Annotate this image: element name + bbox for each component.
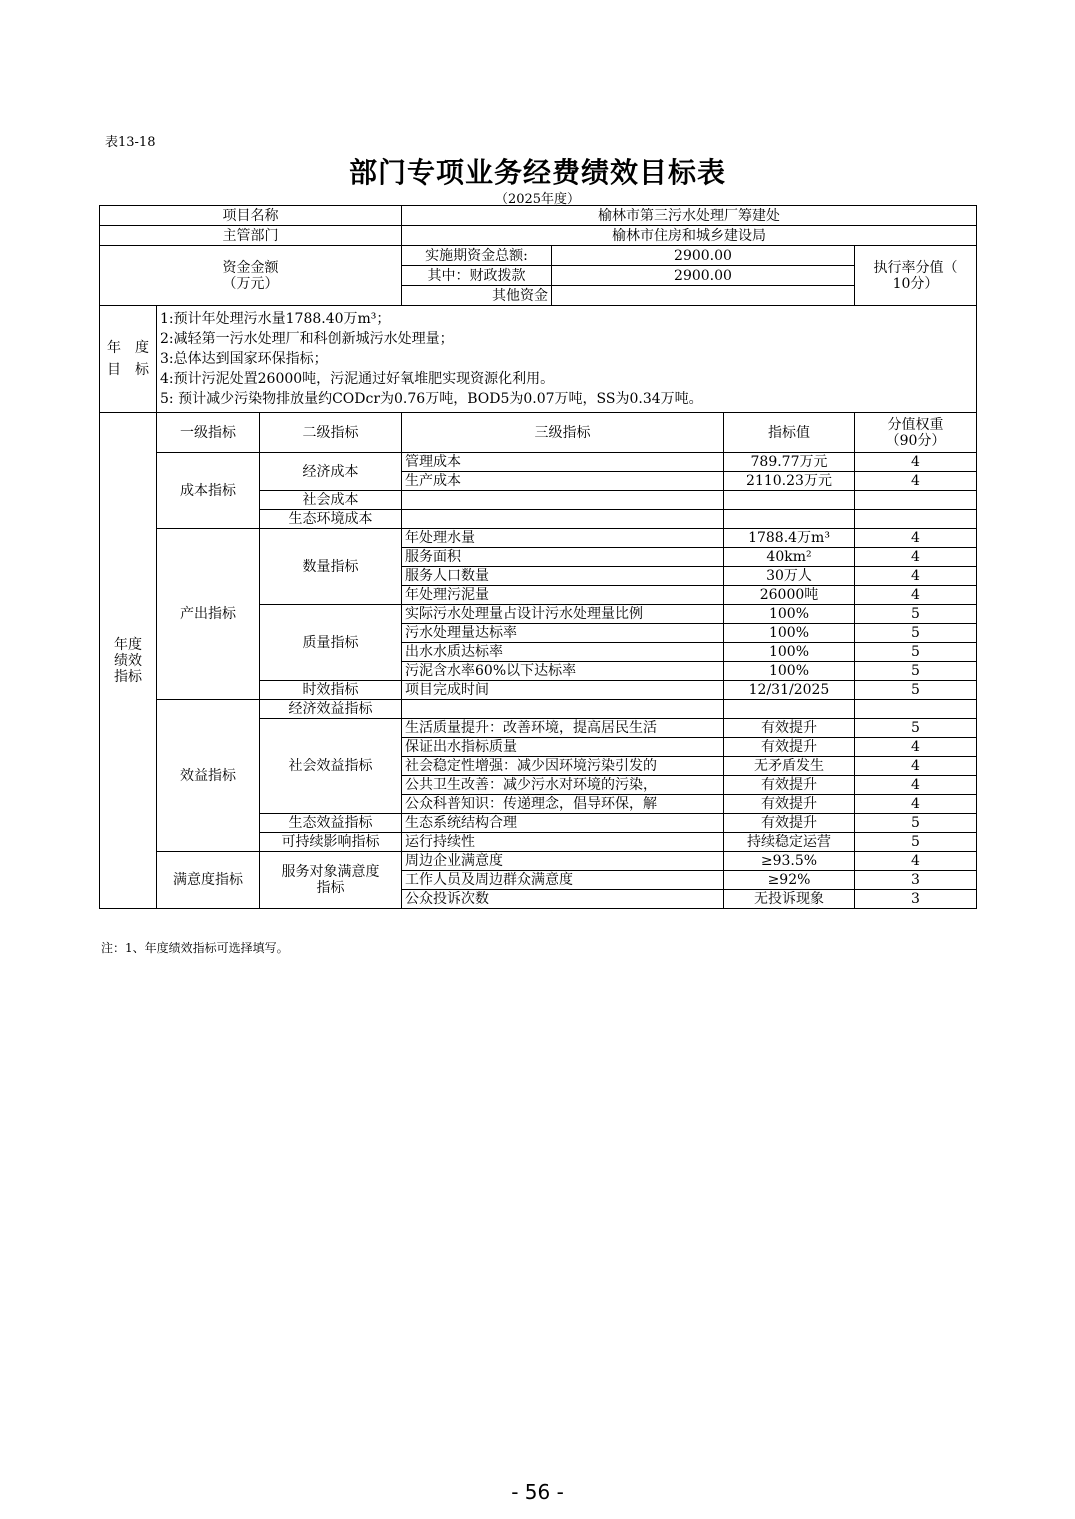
l2-economic-benefit: 经济效益指标	[260, 700, 402, 719]
goal-line: 1:预计年处理污水量1788.40万m³；	[160, 311, 391, 327]
page-number: - 56 -	[511, 1480, 564, 1504]
annual-performance-indicators-label: 年度 绩效 指标	[100, 413, 157, 909]
empty-cell	[855, 491, 977, 510]
table-row: 年处理水量	[402, 529, 724, 548]
empty-cell	[402, 700, 724, 719]
indicator-weight: 5	[855, 662, 977, 681]
indicator-weight: 3	[855, 890, 977, 909]
indicator-value: 26000吨	[724, 586, 855, 605]
page-title: 部门专项业务经费绩效目标表	[348, 156, 726, 189]
indicator-weight: 4	[855, 757, 977, 776]
funds-total-value: 2900.00	[552, 246, 855, 266]
table-row: 工作人员及周边群众满意度	[402, 871, 724, 890]
indicator-value: 1788.4万m³	[724, 529, 855, 548]
goal-line: 4:预计污泥处置26000吨，污泥通过好氧堆肥实现资源化利用。	[160, 371, 555, 387]
table-row: 管理成本	[402, 453, 724, 472]
table-row: 生活质量提升：改善环境，提高居民生活	[402, 719, 724, 738]
funds-other-label: 其他资金	[402, 286, 552, 306]
table-code: 表13-18	[105, 135, 156, 150]
indicator-weight: 4	[855, 529, 977, 548]
table-row: 运行持续性	[402, 833, 724, 852]
table-row: 污泥含水率60%以下达标率	[402, 662, 724, 681]
empty-cell	[724, 700, 855, 719]
project-name-value: 榆林市第三污水处理厂筹建处	[402, 206, 977, 226]
table-row: 生产成本	[402, 472, 724, 491]
indicator-value: 12/31/2025	[724, 681, 855, 700]
annual-goal-content	[157, 306, 977, 413]
indicator-value: 100%	[724, 643, 855, 662]
goal-line: 5: 预计减少污染物排放量约CODcr为0.76万吨，BOD5为0.07万吨，SS为0.34万吨。	[160, 391, 703, 407]
indicator-weight: 4	[855, 567, 977, 586]
l2-sustainable: 可持续影响指标	[260, 833, 402, 852]
indicator-value: 40km²	[724, 548, 855, 567]
indicator-weight: 4	[855, 548, 977, 567]
l2-quality: 质量指标	[260, 605, 402, 681]
l1-satisfaction: 满意度指标	[157, 852, 260, 909]
header-level1: 一级指标	[157, 413, 260, 453]
indicator-weight: 4	[855, 852, 977, 871]
l1-cost: 成本指标	[157, 453, 260, 529]
indicator-value: 有效提升	[724, 738, 855, 757]
l1-output: 产出指标	[157, 529, 260, 700]
header-weight: 分值权重 （90分）	[855, 413, 977, 453]
performance-target-table	[99, 205, 977, 909]
table-row: 生态系统结构合理	[402, 814, 724, 833]
indicator-weight: 4	[855, 776, 977, 795]
goal-line: 2:减轻第一污水处理厂和科创新城污水处理量；	[160, 331, 454, 347]
indicator-weight: 4	[855, 453, 977, 472]
table-row: 年处理污泥量	[402, 586, 724, 605]
indicator-weight: 5	[855, 814, 977, 833]
indicator-weight: 5	[855, 681, 977, 700]
footnote: 注：1、年度绩效指标可选择填写。	[101, 941, 289, 955]
funds-other-value	[552, 286, 855, 306]
l2-eco-cost: 生态环境成本	[260, 510, 402, 529]
indicator-value: 30万人	[724, 567, 855, 586]
l2-eco-benefit: 生态效益指标	[260, 814, 402, 833]
header-value: 指标值	[724, 413, 855, 453]
funds-label: 资金金额 （万元）	[100, 246, 402, 306]
project-name-label: 项目名称	[100, 206, 402, 226]
indicator-value: 有效提升	[724, 776, 855, 795]
empty-cell	[724, 491, 855, 510]
indicator-value: 100%	[724, 662, 855, 681]
indicator-weight: 4	[855, 738, 977, 757]
header-level3: 三级指标	[402, 413, 724, 453]
indicator-value: 有效提升	[724, 795, 855, 814]
l2-social-benefit: 社会效益指标	[260, 719, 402, 814]
indicator-value: 无矛盾发生	[724, 757, 855, 776]
table-row: 服务面积	[402, 548, 724, 567]
empty-cell	[855, 510, 977, 529]
department-label: 主管部门	[100, 226, 402, 246]
l2-economic-cost: 经济成本	[260, 453, 402, 491]
empty-cell	[402, 510, 724, 529]
funds-fiscal-label: 其中：财政拨款	[402, 266, 552, 286]
annual-goal-label: 年 度 目 标	[100, 306, 157, 413]
department-value: 榆林市住房和城乡建设局	[402, 226, 977, 246]
table-row: 公众科普知识：传递理念，倡导环保，解	[402, 795, 724, 814]
indicator-weight: 5	[855, 719, 977, 738]
indicator-weight: 4	[855, 586, 977, 605]
l2-quantity: 数量指标	[260, 529, 402, 605]
indicator-value: 100%	[724, 624, 855, 643]
indicator-weight: 5	[855, 643, 977, 662]
empty-cell	[855, 700, 977, 719]
indicator-weight: 4	[855, 472, 977, 491]
table-row: 服务人口数量	[402, 567, 724, 586]
goal-line: 3:总体达到国家环保指标；	[160, 351, 328, 367]
indicator-weight: 4	[855, 795, 977, 814]
indicator-value: ≥93.5%	[724, 852, 855, 871]
indicator-weight: 5	[855, 624, 977, 643]
header-level2: 二级指标	[260, 413, 402, 453]
indicator-value: 有效提升	[724, 814, 855, 833]
indicator-weight: 3	[855, 871, 977, 890]
funds-total-label: 实施期资金总额:	[402, 246, 552, 266]
indicator-value: 100%	[724, 605, 855, 624]
table-row: 公众投诉次数	[402, 890, 724, 909]
l2-service-satisfaction: 服务对象满意度 指标	[260, 852, 402, 909]
table-row: 周边企业满意度	[402, 852, 724, 871]
indicator-value: 789.77万元	[724, 453, 855, 472]
indicator-value: 持续稳定运营	[724, 833, 855, 852]
indicator-value: 有效提升	[724, 719, 855, 738]
table-row: 实际污水处理量占设计污水处理量比例	[402, 605, 724, 624]
fiscal-year: （2025年度）	[494, 192, 581, 207]
table-row: 污水处理量达标率	[402, 624, 724, 643]
l1-benefit: 效益指标	[157, 700, 260, 852]
l2-timeliness: 时效指标	[260, 681, 402, 700]
indicator-value: ≥92%	[724, 871, 855, 890]
table-row: 出水水质达标率	[402, 643, 724, 662]
table-row: 公共卫生改善：减少污水对环境的污染，	[402, 776, 724, 795]
l2-social-cost: 社会成本	[260, 491, 402, 510]
funds-fiscal-value: 2900.00	[552, 266, 855, 286]
indicator-weight: 5	[855, 833, 977, 852]
empty-cell	[402, 491, 724, 510]
table-row: 项目完成时间	[402, 681, 724, 700]
table-row: 社会稳定性增强：减少因环境污染引发的	[402, 757, 724, 776]
execution-rate-label: 执行率分值（ 10分）	[855, 246, 977, 306]
indicator-weight: 5	[855, 605, 977, 624]
empty-cell	[724, 510, 855, 529]
indicator-value: 2110.23万元	[724, 472, 855, 491]
table-row: 保证出水指标质量	[402, 738, 724, 757]
indicator-value: 无投诉现象	[724, 890, 855, 909]
